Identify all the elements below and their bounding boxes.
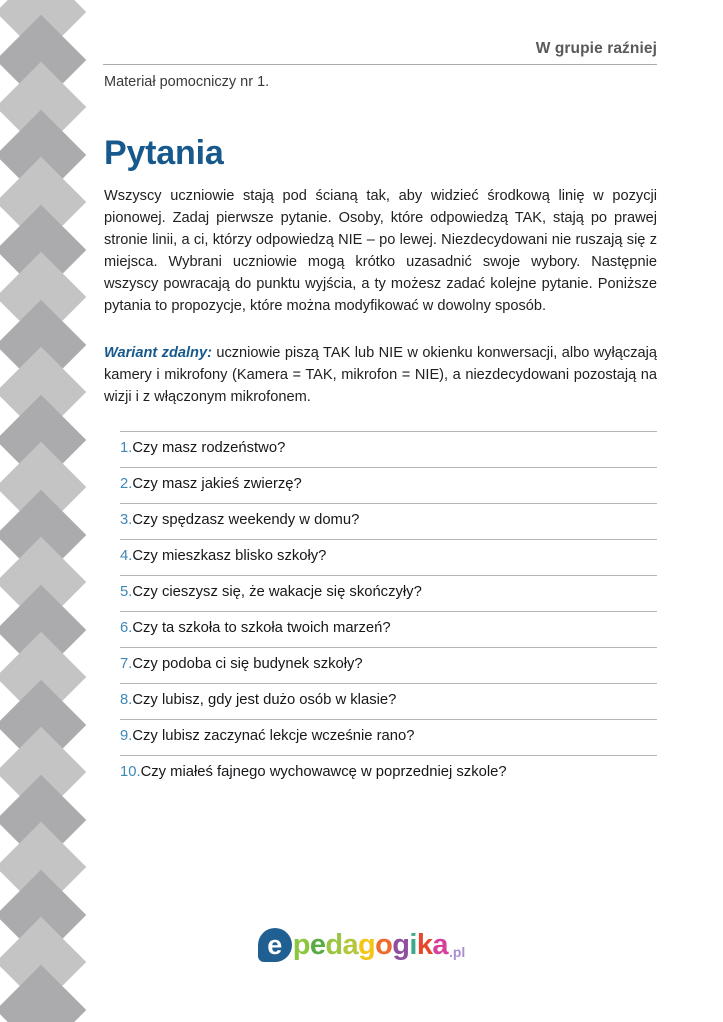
question-row	[120, 683, 657, 719]
question-number: 2.	[120, 475, 133, 492]
question-text: Czy lubisz zaczynać lekcje wcześnie rano?	[132, 727, 415, 744]
logo-letter: a	[342, 928, 359, 961]
question-number: 8.	[120, 691, 133, 708]
material-subtitle: Materiał pomocniczy nr 1.	[104, 74, 270, 90]
intro-paragraph: Wszyscy uczniowie stają pod ścianą tak, aby widzieć środkową linię w pozycji pionowej. Zadaj pierwsze pytanie. Osoby, które odpowiedzą TAK, stają po prawej stronie linii, a ci, którzy odpowiedzą NIE – po lewej. Niezdecydowani nie ruszają się z miejsca. Wybrani uczniowie mogą krótko uzasadnić swoje wybory. Następnie wszyscy powracają do punktu wyjścia, a ty możesz zadać kolejne pytanie. Poniższe pytania to propozycje, które można modyfikować w dowolny sposób.	[104, 187, 657, 315]
question-number: 3.	[120, 511, 133, 528]
logo-letter: k	[416, 928, 433, 961]
question-row	[120, 719, 657, 755]
question-number: 9.	[120, 727, 133, 744]
logo-letter: g	[392, 928, 410, 961]
question-row	[120, 647, 657, 683]
epedagogika-logo	[258, 928, 466, 962]
document-header	[103, 40, 657, 65]
question-list	[120, 431, 657, 791]
question-text: Czy spędzasz weekendy w domu?	[132, 511, 360, 528]
footer-logo	[0, 928, 723, 962]
question-number: 1.	[120, 440, 133, 456]
logo-letter: p	[292, 928, 310, 961]
logo-wordmark	[292, 928, 448, 961]
question-text: Czy lubisz, gdy jest dużo osób w klasie?	[132, 691, 397, 708]
question-number: 10.	[120, 763, 141, 780]
question-text: Czy masz jakieś zwierzę?	[132, 475, 302, 492]
question-number: 5.	[120, 583, 133, 600]
logo-letter: g	[358, 928, 376, 961]
question-row	[120, 539, 657, 575]
question-row	[120, 611, 657, 647]
logo-letter: a	[432, 928, 448, 961]
question-row	[120, 503, 657, 539]
question-number: 7.	[120, 655, 133, 672]
question-text: Czy masz rodzeństwo?	[132, 440, 286, 456]
logo-letter: e	[309, 928, 326, 961]
remote-variant-text: uczniowie piszą TAK lub NIE w okienku konwersacji, albo wyłączają kamery i mikrofony (Kamera = TAK, mikrofon = NIE), a niezdecydowani pozostają na wizji i z włączonym mikrofonem.	[104, 344, 657, 405]
logo-bubble-letter: e	[267, 930, 283, 960]
header-title: W grupie raźniej	[535, 40, 657, 57]
remote-variant-label: Wariant zdalny:	[104, 344, 212, 361]
speech-bubble-icon	[258, 928, 292, 962]
question-text: Czy miałeś fajnego wychowawcę w poprzedniej szkole?	[140, 763, 507, 780]
remote-variant-paragraph	[104, 342, 657, 409]
logo-tld: .pl	[448, 944, 466, 960]
question-row	[120, 755, 657, 791]
question-number: 4.	[120, 547, 133, 564]
question-number: 6.	[120, 619, 133, 636]
question-text: Czy mieszkasz blisko szkoły?	[132, 547, 327, 564]
question-row	[120, 467, 657, 503]
question-text: Czy cieszysz się, że wakacje się skończyły?	[132, 583, 422, 600]
page-title: Pytania	[104, 133, 224, 172]
header-divider	[103, 64, 657, 65]
logo-letter: o	[375, 928, 393, 961]
question-text: Czy podoba ci się budynek szkoły?	[132, 655, 363, 672]
question-row	[120, 575, 657, 611]
logo-letter: i	[409, 928, 417, 961]
logo-letter: d	[325, 928, 343, 961]
question-row	[120, 431, 657, 467]
decorative-diamond-strip	[0, 0, 96, 1022]
question-text: Czy ta szkoła to szkoła twoich marzeń?	[132, 619, 391, 636]
